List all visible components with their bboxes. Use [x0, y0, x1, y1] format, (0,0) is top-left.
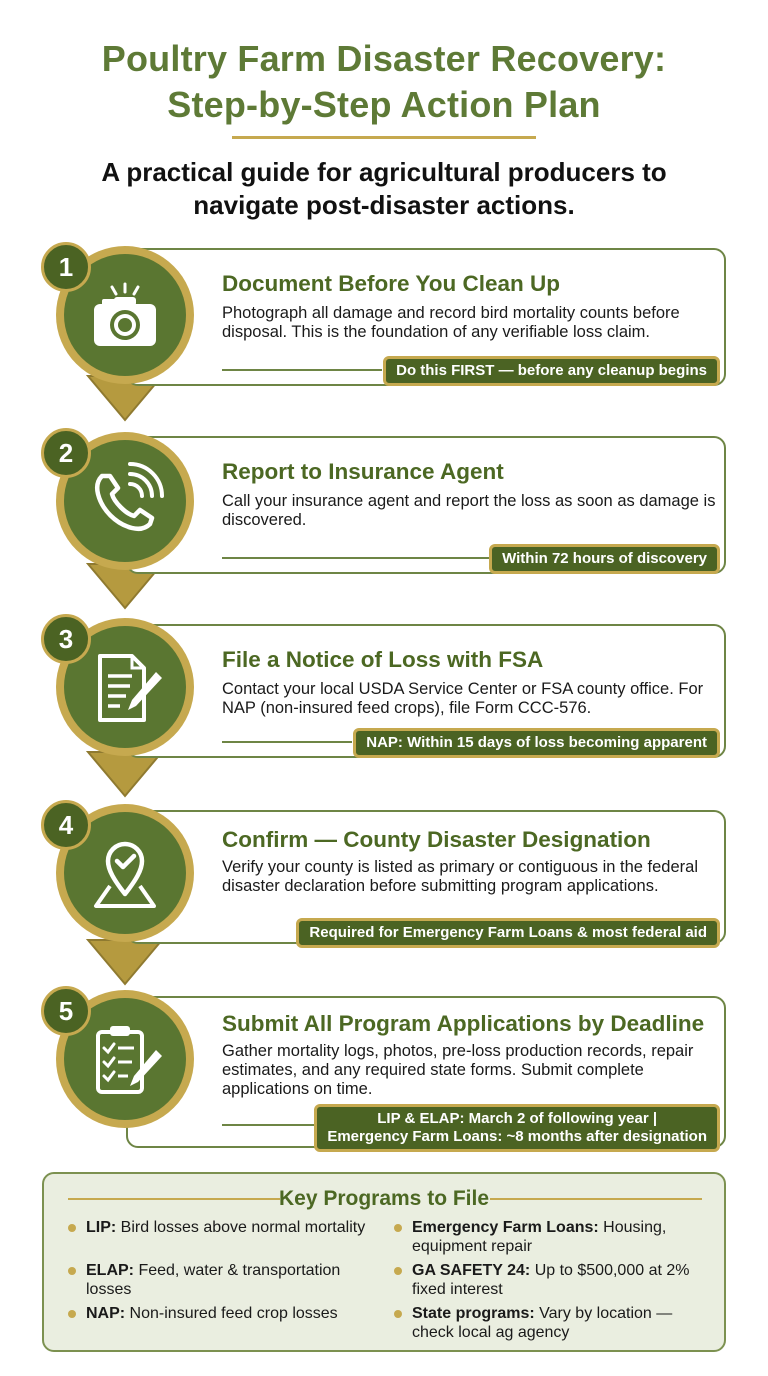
program-item: State programs: Vary by location — check local ag agency — [394, 1304, 714, 1342]
title-divider — [232, 136, 536, 139]
step-description: Call your insurance agent and report the loss as soon as damage is discovered. — [222, 492, 716, 529]
clipboard-checklist-icon — [80, 1014, 170, 1104]
deadline-badge — [314, 1104, 720, 1152]
badge-line-1: LIP & ELAP: March 2 of following year | — [377, 1110, 658, 1127]
title-line-2: Step-by-Step Action Plan — [167, 84, 601, 125]
programs-title: Key Programs to File — [278, 1187, 490, 1210]
program-item: NAP: Non-insured feed crop losses — [68, 1304, 384, 1323]
map-pin-icon — [80, 828, 170, 918]
step-title: Document Before You Clean Up — [222, 271, 560, 296]
step-number-badge: 1 — [41, 242, 91, 292]
deadline-badge: Do this FIRST — before any cleanup begins — [383, 356, 720, 386]
step-card-5 — [126, 996, 726, 1148]
step-description: Verify your county is listed as primary or contiguous in the federal disaster declaration before submitting program applications. — [222, 858, 698, 895]
program-item: ELAP: Feed, water & transportation losses — [68, 1261, 384, 1299]
step-number-badge: 4 — [41, 800, 91, 850]
step-title: Submit All Program Applications by Deadline — [222, 1011, 705, 1036]
step-description: Gather mortality logs, photos, pre-loss production records, repair estimates, and any required state forms. Submit complete applications on time. — [222, 1042, 694, 1098]
program-item: LIP: Bird losses above normal mortality — [68, 1218, 384, 1237]
step-title: Report to Insurance Agent — [222, 459, 504, 484]
page-title — [0, 36, 768, 128]
document-pen-icon — [80, 642, 170, 732]
step-number-badge: 5 — [41, 986, 91, 1036]
key-programs-panel — [42, 1172, 726, 1352]
title-line-1: Poultry Farm Disaster Recovery: — [101, 38, 667, 79]
step-card-3 — [126, 624, 726, 758]
step-card-4 — [126, 810, 726, 944]
step-title: Confirm — County Disaster Designation — [222, 827, 651, 852]
program-item: Emergency Farm Loans: Housing, equipment repair — [394, 1218, 714, 1256]
subtitle-line-1: A practical guide for agricultural producers to — [101, 157, 667, 187]
step-number-badge: 2 — [41, 428, 91, 478]
step-description: Photograph all damage and record bird mortality counts before disposal. This is the foundation of any verifiable loss claim. — [222, 304, 680, 341]
program-item: GA SAFETY 24: Up to $500,000 at 2% fixed interest — [394, 1261, 714, 1299]
badge-line-2: Emergency Farm Loans: ~8 months after designation — [327, 1128, 707, 1145]
step-number-badge: 3 — [41, 614, 91, 664]
camera-icon — [80, 270, 170, 360]
phone-icon — [80, 456, 170, 546]
deadline-badge: Required for Emergency Farm Loans & most federal aid — [296, 918, 720, 948]
step-title: File a Notice of Loss with FSA — [222, 647, 544, 672]
page-subtitle — [40, 156, 728, 222]
step-card-2 — [126, 436, 726, 574]
step-card-1 — [126, 248, 726, 386]
subtitle-line-2: navigate post-disaster actions. — [193, 190, 575, 220]
step-description: Contact your local USDA Service Center or FSA county office. For NAP (non-insured feed crops), file Form CCC-576. — [222, 680, 704, 717]
deadline-badge: Within 72 hours of discovery — [489, 544, 720, 574]
deadline-badge: NAP: Within 15 days of loss becoming apparent — [353, 728, 720, 758]
